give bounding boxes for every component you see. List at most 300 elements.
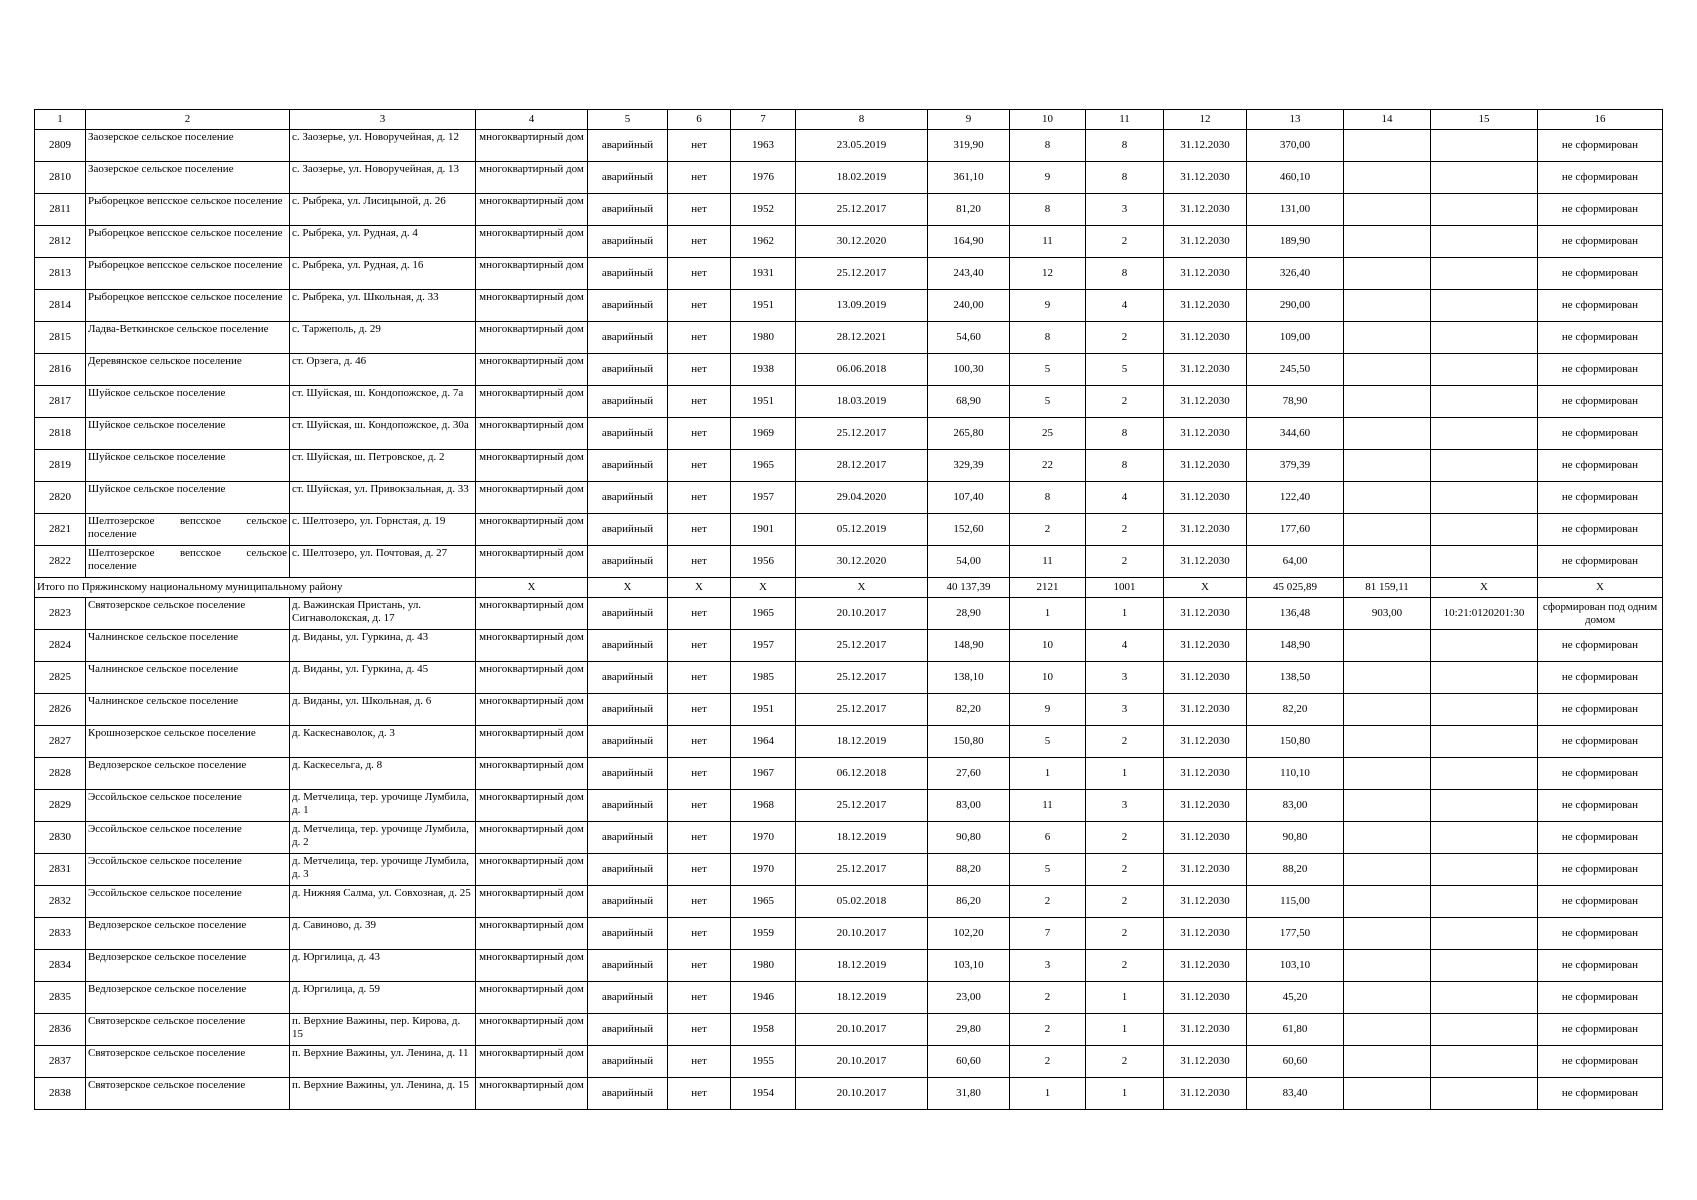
table-cell: 243,40 [928,258,1010,290]
table-cell [1431,226,1538,258]
column-number-header: 14 [1344,110,1431,130]
table-cell: 2821 [35,514,86,546]
table-cell: не сформирован [1538,386,1663,418]
table-cell: нет [668,918,731,950]
table-cell: Рыборецкое вепсское сельское поселение [86,226,290,258]
table-cell: многоквартирный дом [476,982,588,1014]
table-cell [1344,1078,1431,1110]
table-cell: 06.06.2018 [796,354,928,386]
table-cell: 5 [1010,354,1086,386]
table-cell: 1965 [731,450,796,482]
table-cell: 22 [1010,450,1086,482]
table-cell: д. Каскеснаволок, д. 3 [290,726,476,758]
table-cell: нет [668,598,731,630]
table-cell: 06.12.2018 [796,758,928,790]
table-cell: 18.12.2019 [796,950,928,982]
table-cell [1431,450,1538,482]
table-cell: 31.12.2030 [1164,758,1247,790]
table-cell: с. Рыбрека, ул. Школьная, д. 33 [290,290,476,322]
table-row [35,886,1663,918]
table-cell: 1985 [731,662,796,694]
table-cell: не сформирован [1538,194,1663,226]
table-cell: 2 [1086,822,1164,854]
table-cell: д. Виданы, ул. Школьная, д. 6 [290,694,476,726]
table-cell: 2 [1010,982,1086,1014]
table-cell: 329,39 [928,450,1010,482]
table-cell: 4 [1086,630,1164,662]
table-cell: Шуйское сельское поселение [86,386,290,418]
table-cell: 20.10.2017 [796,598,928,630]
table-cell: нет [668,546,731,578]
table-cell: 1938 [731,354,796,386]
table-cell: 31.12.2030 [1164,290,1247,322]
table-row [35,322,1663,354]
table-cell: 30.12.2020 [796,546,928,578]
table-row [35,982,1663,1014]
table-row [35,482,1663,514]
table-cell: 31.12.2030 [1164,386,1247,418]
table-cell [1431,482,1538,514]
table-cell: 31.12.2030 [1164,694,1247,726]
table-row [35,226,1663,258]
table-cell: 18.03.2019 [796,386,928,418]
table-cell: аварийный [588,950,668,982]
total-cell: X [476,578,588,598]
table-cell: 31.12.2030 [1164,598,1247,630]
table-cell: 2 [1086,226,1164,258]
table-row [35,1078,1663,1110]
table-cell: 25.12.2017 [796,258,928,290]
total-cell: X [731,578,796,598]
table-cell: аварийный [588,918,668,950]
table-cell [1431,854,1538,886]
table-cell: не сформирован [1538,546,1663,578]
table-cell: 2838 [35,1078,86,1110]
table-cell: 2825 [35,662,86,694]
table-cell: 54,60 [928,322,1010,354]
table-cell [1344,822,1431,854]
table-cell: 2824 [35,630,86,662]
table-cell: нет [668,258,731,290]
table-cell: 25.12.2017 [796,694,928,726]
table-cell: многоквартирный дом [476,194,588,226]
table-cell: 82,20 [928,694,1010,726]
table-cell: не сформирован [1538,226,1663,258]
table-cell [1431,514,1538,546]
table-cell: 903,00 [1344,598,1431,630]
table-cell: сформирован под одним домом [1538,598,1663,630]
table-cell: 177,50 [1247,918,1344,950]
table-cell: нет [668,982,731,1014]
table-cell: 2833 [35,918,86,950]
table-cell: 18.12.2019 [796,822,928,854]
table-cell: не сформирован [1538,354,1663,386]
table-cell: 88,20 [928,854,1010,886]
table-cell [1344,1014,1431,1046]
table-cell [1344,950,1431,982]
table-cell [1344,546,1431,578]
table-cell: нет [668,630,731,662]
column-number-header: 7 [731,110,796,130]
table-cell [1431,982,1538,1014]
table-cell: 3 [1010,950,1086,982]
table-cell: 82,20 [1247,694,1344,726]
table-cell: 25.12.2017 [796,630,928,662]
table-cell: не сформирован [1538,514,1663,546]
table-cell: не сформирован [1538,162,1663,194]
table-cell: 31.12.2030 [1164,514,1247,546]
table-cell: 2814 [35,290,86,322]
table-cell: 83,00 [928,790,1010,822]
table-cell: 102,20 [928,918,1010,950]
table-cell: 28.12.2021 [796,322,928,354]
table-cell: 31.12.2030 [1164,162,1247,194]
table-cell: многоквартирный дом [476,130,588,162]
table-row [35,854,1663,886]
table-cell: 60,60 [928,1046,1010,1078]
table-cell: 31.12.2030 [1164,790,1247,822]
table-cell: 31.12.2030 [1164,950,1247,982]
table-cell: Шелтозерское вепсское сельское поселение [86,546,290,578]
table-cell: 2 [1086,918,1164,950]
table-cell: 8 [1086,450,1164,482]
table-cell: 1 [1086,1014,1164,1046]
table-cell: 68,90 [928,386,1010,418]
table-cell: д. Савиново, д. 39 [290,918,476,950]
table-cell: Эссойльское сельское поселение [86,854,290,886]
table-cell [1431,630,1538,662]
table-cell: 2 [1010,514,1086,546]
table-cell: 31.12.2030 [1164,630,1247,662]
table-cell: 2 [1010,1046,1086,1078]
table-cell: Рыборецкое вепсское сельское поселение [86,194,290,226]
table-cell: 2818 [35,418,86,450]
table-cell: п. Верхние Важины, пер. Кирова, д. 15 [290,1014,476,1046]
table-cell: ст. Шуйская, ш. Кондопожское, д. 30а [290,418,476,450]
table-cell: многоквартирный дом [476,514,588,546]
table-cell: 1901 [731,514,796,546]
table-cell: 6 [1010,822,1086,854]
total-cell: 40 137,39 [928,578,1010,598]
table-cell: не сформирован [1538,258,1663,290]
table-cell: 1 [1086,758,1164,790]
table-cell: 31.12.2030 [1164,726,1247,758]
table-cell: нет [668,226,731,258]
table-row [35,758,1663,790]
table-cell: 8 [1010,130,1086,162]
table-cell: 100,30 [928,354,1010,386]
table-cell: 109,00 [1247,322,1344,354]
table-cell: 29.04.2020 [796,482,928,514]
table-cell: 1954 [731,1078,796,1110]
table-cell: 2826 [35,694,86,726]
table-cell: 20.10.2017 [796,918,928,950]
table-cell: 31.12.2030 [1164,130,1247,162]
table-row [35,130,1663,162]
table-cell: многоквартирный дом [476,482,588,514]
table-cell: 23,00 [928,982,1010,1014]
table-cell: 29,80 [928,1014,1010,1046]
table-cell: 1962 [731,226,796,258]
table-cell [1431,194,1538,226]
table-cell: не сформирован [1538,662,1663,694]
table-cell: аварийный [588,482,668,514]
table-cell: не сформирован [1538,1078,1663,1110]
table-row [35,162,1663,194]
table-cell: д. Важинская Пристань, ул. Сигнаволокская, д. 17 [290,598,476,630]
table-cell: 2 [1086,322,1164,354]
table-cell: нет [668,290,731,322]
table-cell: 1956 [731,546,796,578]
table-cell: 2837 [35,1046,86,1078]
table-cell [1344,322,1431,354]
table-cell: 3 [1086,694,1164,726]
table-cell: 31.12.2030 [1164,1046,1247,1078]
table-cell: 31.12.2030 [1164,662,1247,694]
table-cell: нет [668,194,731,226]
table-cell: не сформирован [1538,694,1663,726]
table-cell: многоквартирный дом [476,226,588,258]
table-cell: Святозерское сельское поселение [86,1078,290,1110]
header-row [35,110,1663,130]
table-cell: 88,20 [1247,854,1344,886]
table-cell: 5 [1010,386,1086,418]
table-cell: 1965 [731,598,796,630]
table-cell: 9 [1010,694,1086,726]
total-cell: X [668,578,731,598]
table-cell [1431,886,1538,918]
table-cell: Эссойльское сельское поселение [86,822,290,854]
table-cell: 20.10.2017 [796,1046,928,1078]
table-cell [1431,322,1538,354]
table-cell: 2823 [35,598,86,630]
table-cell: 8 [1010,194,1086,226]
table-cell: 30.12.2020 [796,226,928,258]
table-cell [1344,386,1431,418]
table-cell [1431,1046,1538,1078]
table-cell: многоквартирный дом [476,598,588,630]
column-number-header: 2 [86,110,290,130]
table-cell: 2813 [35,258,86,290]
table-cell: Шелтозерское вепсское сельское поселение [86,514,290,546]
table-cell [1431,354,1538,386]
total-cell: X [1164,578,1247,598]
table-cell: 103,10 [928,950,1010,982]
table-cell: 25.12.2017 [796,194,928,226]
table-cell: 3 [1086,662,1164,694]
table-cell: 138,50 [1247,662,1344,694]
table-cell: 290,00 [1247,290,1344,322]
table-cell: не сформирован [1538,950,1663,982]
table-cell: 152,60 [928,514,1010,546]
table-cell: 2809 [35,130,86,162]
table-cell: 245,50 [1247,354,1344,386]
column-number-header: 9 [928,110,1010,130]
table-cell: не сформирован [1538,790,1663,822]
table-cell: аварийный [588,598,668,630]
table-cell: 1955 [731,1046,796,1078]
column-number-header: 3 [290,110,476,130]
table-cell: 2832 [35,886,86,918]
table-cell: 2 [1086,950,1164,982]
table-cell: с. Шелтозеро, ул. Горнстая, д. 19 [290,514,476,546]
table-row [35,386,1663,418]
table-row [35,354,1663,386]
table-cell: 8 [1086,162,1164,194]
column-number-header: 1 [35,110,86,130]
table-cell: 2830 [35,822,86,854]
table-cell: 78,90 [1247,386,1344,418]
table-cell: 319,90 [928,130,1010,162]
table-cell: Заозерское сельское поселение [86,130,290,162]
table-cell: аварийный [588,694,668,726]
table-cell: 2816 [35,354,86,386]
table-cell: аварийный [588,514,668,546]
table-cell: д. Юргилица, д. 59 [290,982,476,1014]
column-number-header: 12 [1164,110,1247,130]
table-cell [1344,258,1431,290]
table-cell [1344,790,1431,822]
table-cell: 9 [1010,162,1086,194]
table-cell: нет [668,694,731,726]
table-cell: 10 [1010,662,1086,694]
table-cell: п. Верхние Важины, ул. Ленина, д. 15 [290,1078,476,1110]
table-cell: 1951 [731,290,796,322]
table-cell: 2822 [35,546,86,578]
table-cell: 1 [1010,598,1086,630]
table-cell [1344,482,1431,514]
table-cell: многоквартирный дом [476,1046,588,1078]
table-cell: многоквартирный дом [476,758,588,790]
table-cell: не сформирован [1538,630,1663,662]
total-cell: 81 159,11 [1344,578,1431,598]
table-cell: 2831 [35,854,86,886]
table-cell: 1957 [731,482,796,514]
table-cell: 110,10 [1247,758,1344,790]
table-cell: 1931 [731,258,796,290]
table-cell: аварийный [588,546,668,578]
table-cell: 164,90 [928,226,1010,258]
table-cell: 240,00 [928,290,1010,322]
table-cell: 150,80 [1247,726,1344,758]
table-cell [1344,290,1431,322]
table-cell: 10 [1010,630,1086,662]
table-cell: 148,90 [928,630,1010,662]
table-cell: 23.05.2019 [796,130,928,162]
table-cell: аварийный [588,258,668,290]
table-cell: Чалнинское сельское поселение [86,694,290,726]
table-cell: 177,60 [1247,514,1344,546]
table-cell: нет [668,386,731,418]
table-cell [1431,418,1538,450]
housing-register-table [34,109,1663,1110]
total-cell: X [796,578,928,598]
table-cell: аварийный [588,726,668,758]
table-cell: с. Рыбрека, ул. Рудная, д. 4 [290,226,476,258]
total-cell: X [1431,578,1538,598]
table-cell: аварийный [588,354,668,386]
table-cell [1344,758,1431,790]
table-cell: 31.12.2030 [1164,258,1247,290]
table-cell: многоквартирный дом [476,918,588,950]
table-cell: 103,10 [1247,950,1344,982]
table-cell [1431,258,1538,290]
table-cell: 1952 [731,194,796,226]
table-cell: не сформирован [1538,130,1663,162]
table-cell: 138,10 [928,662,1010,694]
table-cell: 1 [1086,1078,1164,1110]
table-cell: 1 [1010,1078,1086,1110]
table-cell: аварийный [588,418,668,450]
table-cell: не сформирован [1538,982,1663,1014]
table-cell: многоквартирный дом [476,162,588,194]
table-cell: нет [668,726,731,758]
table-cell: с. Шелтозеро, ул. Почтовая, д. 27 [290,546,476,578]
table-cell: 1963 [731,130,796,162]
table-cell: многоквартирный дом [476,322,588,354]
table-cell: 1968 [731,790,796,822]
table-cell: аварийный [588,386,668,418]
table-cell: д. Виданы, ул. Гуркина, д. 43 [290,630,476,662]
table-cell: нет [668,1078,731,1110]
table-cell: 1957 [731,630,796,662]
table-cell: 31.12.2030 [1164,886,1247,918]
table-cell: Святозерское сельское поселение [86,598,290,630]
table-cell: нет [668,482,731,514]
table-cell: не сформирован [1538,482,1663,514]
table-cell: 81,20 [928,194,1010,226]
table-cell: не сформирован [1538,1046,1663,1078]
table-cell: 31.12.2030 [1164,982,1247,1014]
table-cell [1431,950,1538,982]
table-cell: нет [668,1046,731,1078]
table-cell: 2811 [35,194,86,226]
table-cell: многоквартирный дом [476,354,588,386]
table-cell: 2 [1086,1046,1164,1078]
table-cell: нет [668,758,731,790]
table-cell: 31.12.2030 [1164,194,1247,226]
table-cell: нет [668,950,731,982]
table-cell: 107,40 [928,482,1010,514]
table-cell [1344,662,1431,694]
table-cell: 4 [1086,290,1164,322]
table-cell: 90,80 [1247,822,1344,854]
table-cell: 11 [1010,226,1086,258]
table-cell: 8 [1086,418,1164,450]
table-cell: 18.12.2019 [796,726,928,758]
table-cell [1344,130,1431,162]
table-cell: не сформирован [1538,758,1663,790]
table-cell: Эссойльское сельское поселение [86,790,290,822]
table-cell: 379,39 [1247,450,1344,482]
table-cell: 2820 [35,482,86,514]
total-cell: 45 025,89 [1247,578,1344,598]
table-cell: 2 [1086,386,1164,418]
table-cell [1344,226,1431,258]
table-cell: 31.12.2030 [1164,226,1247,258]
table-cell: 2817 [35,386,86,418]
table-row [35,1014,1663,1046]
table-cell: не сформирован [1538,854,1663,886]
table-cell: многоквартирный дом [476,790,588,822]
table-cell: 13.09.2019 [796,290,928,322]
table-cell: не сформирован [1538,290,1663,322]
table-row [35,418,1663,450]
table-cell: ст. Шуйская, ш. Петровское, д. 2 [290,450,476,482]
total-cell: X [1538,578,1663,598]
table-cell: аварийный [588,982,668,1014]
table-cell: 8 [1086,258,1164,290]
